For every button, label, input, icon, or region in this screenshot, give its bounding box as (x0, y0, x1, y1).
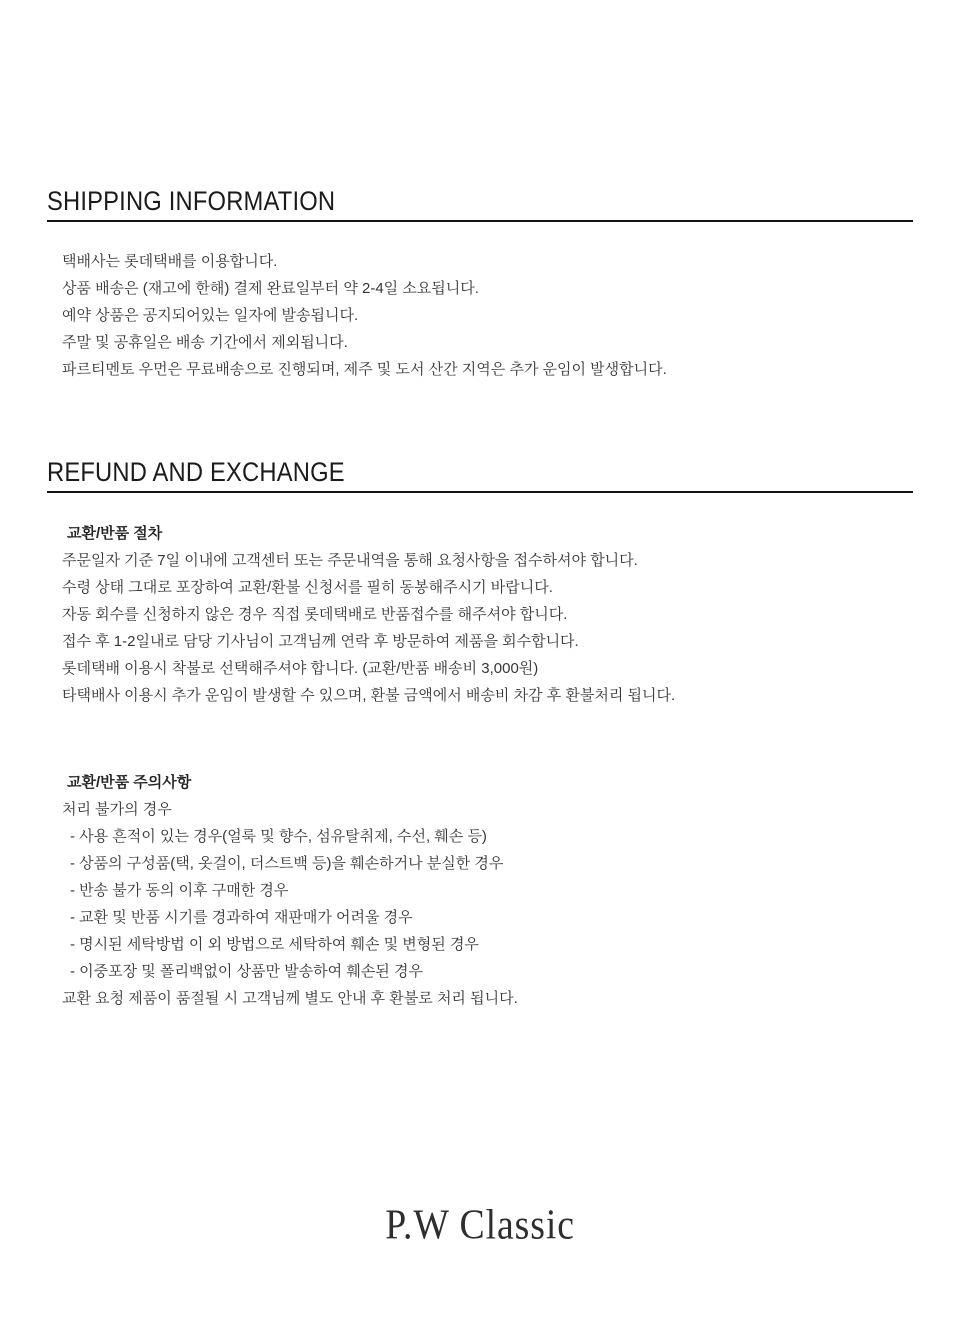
procedure-line: 롯데택배 이용시 착불로 선택해주셔야 합니다. (교환/반품 배송비 3,000원) (62, 660, 539, 677)
notice-bullet: - 명시된 세탁방법 이 외 방법으로 세탁하여 훼손 및 변형된 경우 (70, 936, 479, 953)
notice-heading: 교환/반품 주의사항 (67, 774, 192, 791)
shipping-section-title: SHIPPING INFORMATION (47, 186, 336, 216)
notice-bullet: - 반송 불가 동의 이후 구매한 경우 (70, 882, 289, 899)
shipping-line: 파르티멘토 우먼은 무료배송으로 진행되며, 제주 및 도서 산간 지역은 추가 운임이 발생합니다. (62, 361, 667, 378)
procedure-line: 접수 후 1-2일내로 담당 기사님이 고객님께 연락 후 방문하여 제품을 회수합니다. (62, 633, 579, 650)
shipping-title-rule (47, 220, 913, 222)
notice-footer: 교환 요청 제품이 품절될 시 고객님께 별도 안내 후 환불로 처리 됩니다. (62, 990, 518, 1007)
notice-text-block (47, 796, 913, 1012)
procedure-heading: 교환/반품 절차 (67, 525, 163, 542)
shipping-section (47, 186, 913, 383)
shipping-line: 상품 배송은 (재고에 한해) 결제 완료일부터 약 2-4일 소요됩니다. (62, 280, 479, 297)
notice-bullet: - 상품의 구성품(택, 옷걸이, 더스트백 등)을 훼손하거나 분실한 경우 (70, 855, 504, 872)
shipping-line: 예약 상품은 공지되어있는 일자에 발송됩니다. (62, 307, 359, 324)
procedure-line: 주문일자 기준 7일 이내에 고객센터 또는 주문내역을 통해 요청사항을 접수하셔야 합니다. (62, 552, 638, 569)
notice-bullet: - 사용 흔적이 있는 경우(얼룩 및 향수, 섬유탈취제, 수선, 훼손 등) (70, 828, 487, 845)
procedure-line: 수령 상태 그대로 포장하여 교환/환불 신청서를 필히 동봉해주시기 바랍니다. (62, 579, 553, 596)
shipping-line: 주말 및 공휴일은 배송 기간에서 제외됩니다. (62, 334, 348, 351)
refund-section-title: REFUND AND EXCHANGE (47, 457, 345, 487)
brand-logo: P.W Classic (385, 1200, 575, 1248)
page-content (0, 186, 960, 1246)
refund-title-rule (47, 491, 913, 493)
procedure-line: 타택배사 이용시 추가 운임이 발생할 수 있으며, 환불 금액에서 배송비 차감 후 환불처리 됩니다. (62, 687, 676, 704)
notice-intro: 처리 불가의 경우 (62, 801, 172, 818)
procedure-text-block (47, 547, 913, 709)
notice-bullet: - 교환 및 반품 시기를 경과하여 재판매가 어려울 경우 (70, 909, 413, 926)
brand-logo-container (47, 1202, 913, 1246)
procedure-line: 자동 회수를 신청하지 않은 경우 직접 롯데택배로 반품접수를 해주셔야 합니다. (62, 606, 568, 623)
shipping-text-block (47, 248, 913, 383)
notice-bullet: - 이중포장 및 폴리백없이 상품만 발송하여 훼손된 경우 (70, 963, 423, 980)
shipping-line: 택배사는 롯데택배를 이용합니다. (62, 253, 278, 270)
refund-section (47, 457, 913, 1012)
